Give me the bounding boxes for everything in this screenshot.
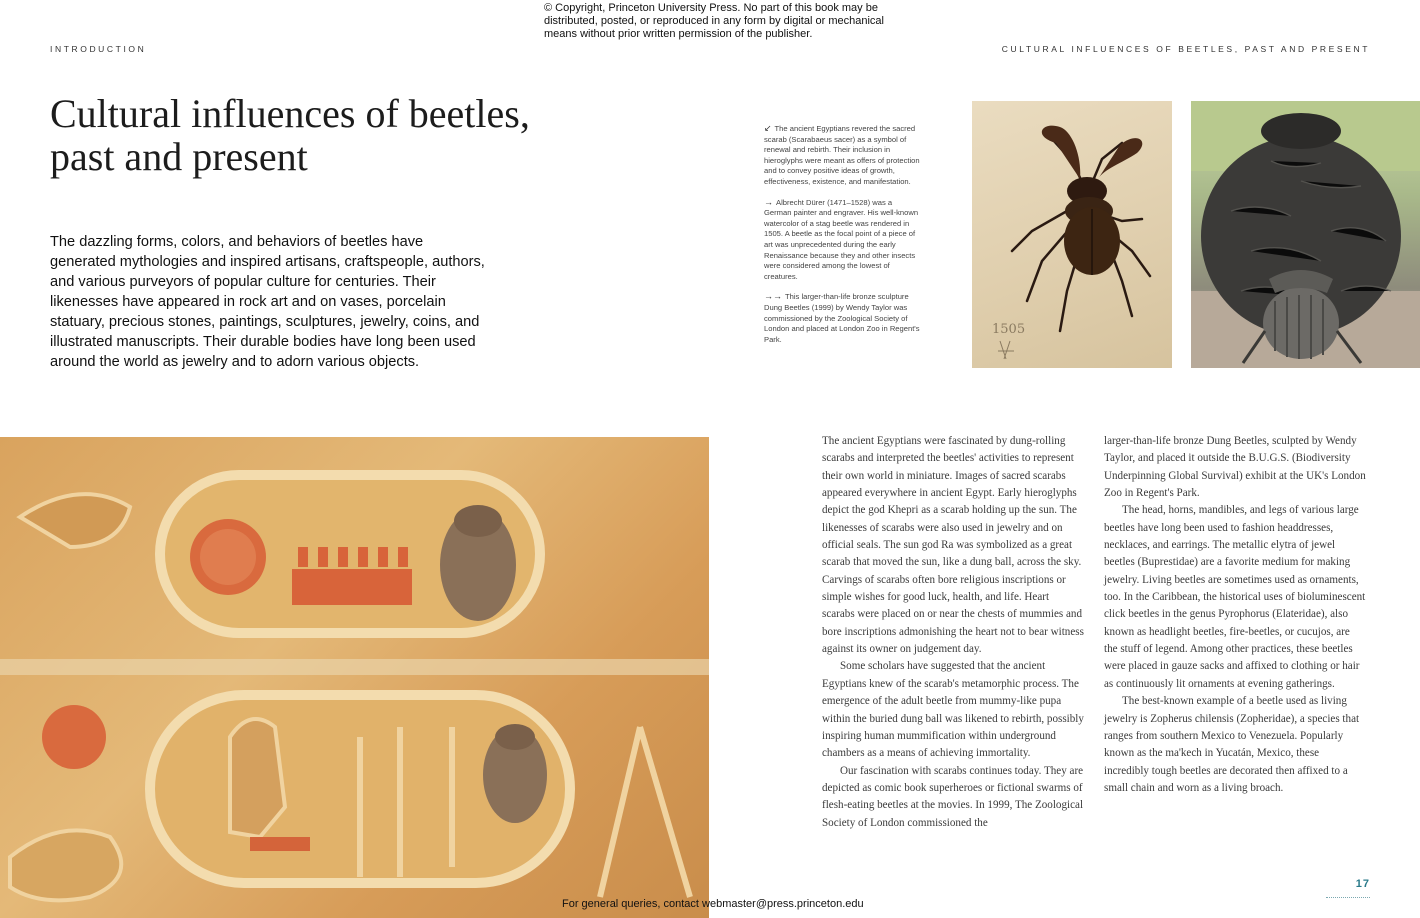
caption-text: The ancient Egyptians revered the sacred scarab (Scarabaeus sacer) as a symbol of renewal and rebirth. Their inclusion in hieroglyphs were meant as offers of protection and to convey positive ideas of growth, effectiveness, existence, and manifestation. <box>764 124 920 186</box>
caption-text: Albrecht Dürer (1471–1528) was a German painter and engraver. His well-known watercolor of a stag beetle was rendered in 1505. A beetle as the focal point of a piece of art was unprecedented during the early Renaissance because they and other insects were considered among the lowest of creatures. <box>764 197 919 281</box>
scarab-hieroglyph-image <box>0 437 709 918</box>
body-column-1 <box>822 433 1084 832</box>
copyright-notice: © Copyright, Princeton University Press. No part of this book may be distributed, posted, or reproduced in any form by digital or mechanical means without prior written permission of the publisher. <box>544 2 884 40</box>
body-paragraph: larger-than-life bronze Dung Beetles, sculpted by Wendy Taylor, and placed it outside the B.U.G.S. (Biodiversity Underpinning Global Survival) exhibit at the UK's London Zoo in Regent's Park. <box>1104 435 1366 500</box>
chapter-title: Cultural influences of beetles, past and present <box>50 91 530 179</box>
stag-beetle-watercolor-image <box>972 101 1172 368</box>
body-paragraph: Some scholars have suggested that the ancient Egyptians knew of the scarab's metamorphic process. The emergence of the adult beetle from mummy-like pupa within the buried dung ball was likened to rebirth, possibly inspiring human mummification within underground chambers as a means of achieving immortality. <box>822 660 1084 760</box>
lede-paragraph: The dazzling forms, colors, and behaviors of beetles have generated mythologies and inspired artisans, craftspeople, authors, and various purveyors of popular culture for centuries. Their likenesses have appeared in rock art and on vases, porcelain statuary, precious stones, paintings, sculptures, jewelry, coins, and illustrated manuscripts. Their durable bodies have long been used around the world as jewelry and to adorn various objects. <box>50 234 485 370</box>
page-number-rule <box>1326 897 1370 899</box>
body-paragraph: The best-known example of a beetle used as living jewelry is Zopherus chilensis (Zopheridae), a species that ranges from southern Mexico to Venezuela. Popularly known as the ma'kech in Yucatán, Mexico, these incredibly tough beetles are decorated then affixed to a small chain and worn as a living broach. <box>1104 695 1360 794</box>
caption-text: This larger-than-life bronze sculpture Dung Beetles (1999) by Wendy Taylor was commissioned by the Zoological Society of London and placed at London Zoo in Regent's Park. <box>764 292 920 344</box>
body-paragraph: Our fascination with scarabs continues today. They are depicted as comic book superheroes or fictional swarms of flesh-eating beetles at the movies. In 1999, The Zoological Society of London commissioned the <box>822 764 1084 829</box>
caption-scarab <box>764 123 920 188</box>
body-column-2 <box>1104 433 1366 797</box>
body-paragraph: The head, horns, mandibles, and legs of various large beetles have long been used to fashion headdresses, necklaces, and earrings. The metallic elytra of jewel beetles (Buprestidae) are a favorite medium for making jewelry. Living beetles are sometimes used as ornaments, too. In the Caribbean, the historical uses of bioluminescent click beetles in the genus Pyrophorus (Elateridae), also known as headlight beetles, fire-beetles, or cucujos, are the stuff of legend. Among other practices, these beetles were placed in gauze sacks and affixed to clothing or hair as continuously lit ornaments at evening gatherings. <box>1104 504 1366 690</box>
dung-beetle-sculpture-image <box>1191 101 1420 368</box>
caption-dung-beetles <box>764 291 920 345</box>
caption-list <box>764 123 920 354</box>
footer-contact: For general queries, contact webmaster@press.princeton.edu <box>562 898 864 910</box>
page-number: 17 <box>1355 878 1370 890</box>
stag-date-inscription: 1505 <box>992 322 1026 337</box>
arrow-down-left-icon: ↙ <box>764 123 772 133</box>
double-arrow-right-icon: →→ <box>764 291 782 302</box>
caption-durer <box>764 197 920 283</box>
running-head-right: CULTURAL INFLUENCES OF BEETLES, PAST AND PRESENT <box>1001 44 1370 54</box>
running-head-left: INTRODUCTION <box>50 44 147 54</box>
body-paragraph: The ancient Egyptians were fascinated by dung-rolling scarabs and interpreted the beetles' activities to represent their own world in miniature. Images of sacred scarabs appeared everywhere in ancient Egypt. Early hieroglyphs depict the god Khepri as a scarab holding up the sun. The likenesses of scarabs were also used in jewelry and on official seals. The sun god Ra was symbolized as a great scarab that moved the sun, like a dung ball, across the sky. Carvings of scarabs often bore religious inscriptions or simple wishes for good luck, health, and life. Heart scarabs were placed on or near the chests of mummies and bore inscriptions admonishing the heart not to bear witness against its owner on judgement day. <box>822 435 1084 656</box>
arrow-right-icon: → <box>764 196 773 207</box>
